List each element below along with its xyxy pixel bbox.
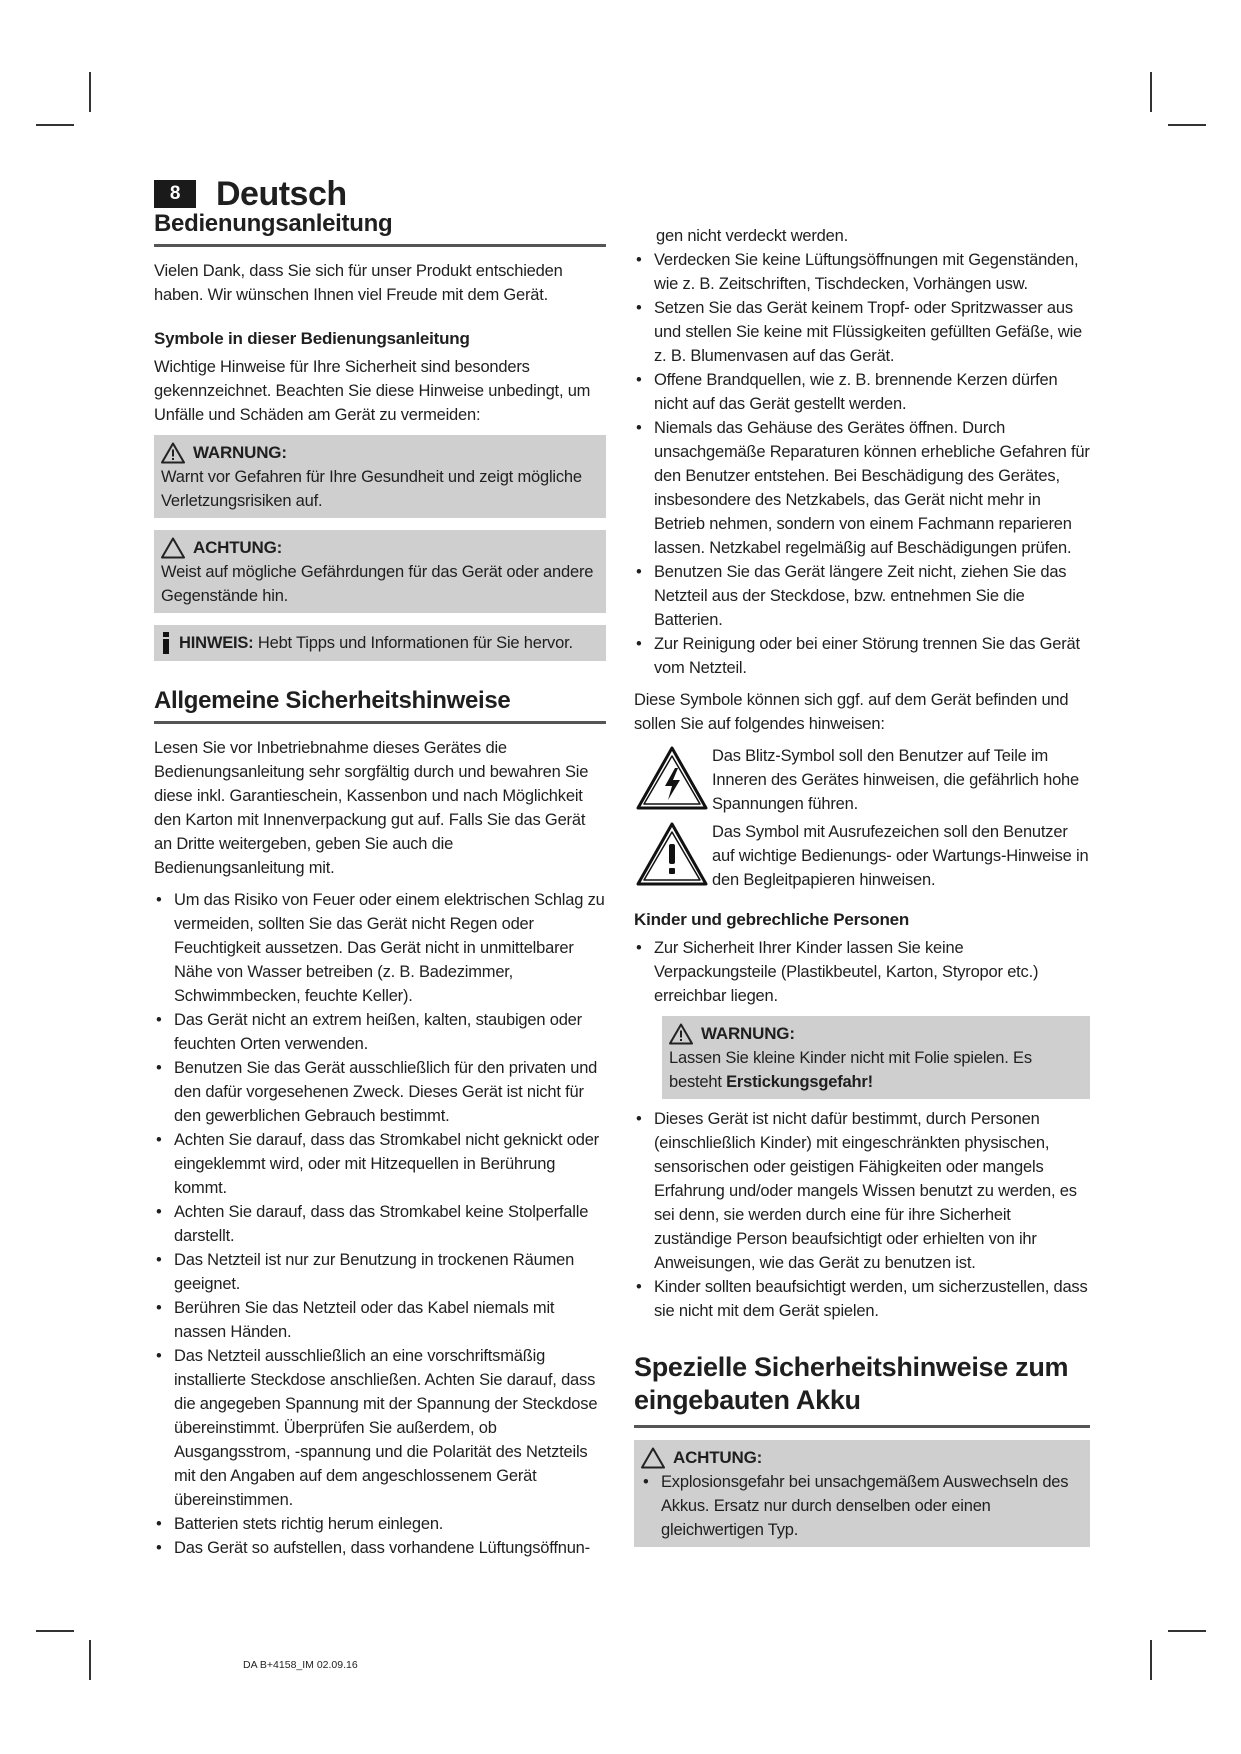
- lightning-warning-icon: [634, 744, 712, 812]
- exclamation-symbol-row: [634, 820, 1090, 892]
- general-safety-list: [154, 888, 606, 1560]
- device-symbols-intro: Diese Symbole können sich ggf. auf dem Gerät befinden und sollen Sie auf folgendes hinweisen:: [634, 691, 1069, 733]
- crop-mark: [1150, 1640, 1152, 1680]
- language-title: Deutsch: [216, 175, 347, 213]
- crop-mark: [1168, 124, 1206, 126]
- children-list: [634, 936, 1090, 1008]
- manual-title: Bedienungsanleitung: [154, 212, 606, 247]
- list-item: • Das Gerät so aufstellen, dass vorhandene Lüftungsöffnun-: [154, 1536, 606, 1560]
- caution-title: ACHTUNG:: [193, 538, 283, 557]
- footer-code: DA B+4158_IM 02.09.16: [243, 1659, 358, 1671]
- list-item: • Benutzen Sie das Gerät längere Zeit nicht, ziehen Sie das Netzteil aus der Steckdose, bzw. entnehmen Sie die Batterien.: [634, 560, 1090, 632]
- battery-heading: Spezielle Sicherheitshinweise zum eingebauten Akku: [634, 1351, 1090, 1428]
- crop-mark: [1168, 1630, 1206, 1632]
- caution-text: Weist auf mögliche Gefährdungen für das Gerät oder andere Gegenstände hin.: [161, 563, 594, 605]
- caution-triangle-icon: [161, 537, 185, 559]
- children-warning-box: [662, 1016, 1090, 1099]
- list-item: • Verdecken Sie keine Lüftungsöffnungen mit Gegenständen, wie z. B. Zeitschriften, Tischdecken, Vorhängen usw.: [634, 248, 1090, 296]
- crop-mark: [36, 1630, 74, 1632]
- info-icon: [161, 632, 171, 654]
- children-warning-text: Lassen Sie kleine Kinder nicht mit Folie spielen. Es besteht: [669, 1049, 1032, 1091]
- children-warning-title: WARNUNG:: [701, 1024, 795, 1043]
- intro-text: Vielen Dank, dass Sie sich für unser Produkt entschieden haben. Wir wünschen Ihnen viel Freude mit dem Gerät.: [154, 262, 563, 304]
- list-item: • Das Netzteil ist nur zur Benutzung in trockenen Räumen geeignet.: [154, 1248, 606, 1296]
- warning-text: Warnt vor Gefahren für Ihre Gesundheit und zeigt mögliche Verletzungsrisiken auf.: [161, 468, 582, 510]
- note-box: [154, 625, 606, 661]
- caution-triangle-icon: [641, 1447, 665, 1469]
- list-item: • Explosionsgefahr bei unsachgemäßem Auswechseln des Akkus. Ersatz nur durch denselben oder einen gleichwertigen Typ.: [641, 1470, 1083, 1542]
- exclamation-warning-icon: [634, 820, 712, 888]
- list-item: • Das Gerät nicht an extrem heißen, kalten, staubigen oder feuchten Orten verwenden.: [154, 1008, 606, 1056]
- warning-triangle-icon: [161, 442, 185, 464]
- list-item: • Achten Sie darauf, dass das Stromkabel nicht geknickt oder eingeklemmt wird, oder mit Hitzequellen in Berührung kommt.: [154, 1128, 606, 1200]
- list-continuation: gen nicht verdeckt werden.: [656, 227, 848, 245]
- list-item: • Berühren Sie das Netzteil oder das Kabel niemals mit nassen Händen.: [154, 1296, 606, 1344]
- symbols-text: Wichtige Hinweise für Ihre Sicherheit sind besonders gekennzeichnet. Beachten Sie diese Hinweise unbedingt, um Unfälle und Schäden am Gerät zu vermeiden:: [154, 358, 591, 424]
- children-warning-bold: Erstickungsgefahr!: [726, 1073, 873, 1091]
- caution-box: [154, 530, 606, 613]
- list-item: • Batterien stets richtig herum einlegen.: [154, 1512, 606, 1536]
- list-item: • Niemals das Gehäuse des Gerätes öffnen. Durch unsachgemäße Reparaturen können erhebliche Gefahren für den Benutzer entstehen. Bei Beschädigung des Gerätes, insbesondere des Netzkabels, das Gerät nicht mehr in Betrieb nehmen, sondern von einem Fachmann reparieren lassen. Netzkabel regelmäßig auf Beschädigungen prüfen.: [634, 416, 1090, 560]
- list-item: • Offene Brandquellen, wie z. B. brennende Kerzen dürfen nicht auf das Gerät gestellt werden.: [634, 368, 1090, 416]
- right-column: [634, 224, 1090, 1547]
- warning-triangle-icon: [669, 1023, 693, 1045]
- general-safety-heading: Allgemeine Sicherheitshinweise: [154, 689, 606, 724]
- general-safety-list-continued: [634, 248, 1090, 680]
- general-safety-intro: Lesen Sie vor Inbetriebnahme dieses Gerätes die Bedienungsanleitung sehr sorgfältig durch und bewahren Sie diese inkl. Garantieschein, Kassenbon und nach Möglichkeit den Karton mit Innenverpackung gut auf. Falls Sie das Gerät an Dritte weitergeben, geben Sie auch die Bedienungsanleitung mit.: [154, 739, 589, 877]
- exclamation-symbol-text: Das Symbol mit Ausrufezeichen soll den Benutzer auf wichtige Bedienungs- oder Wartungs-Hinweise in den Begleitpapieren hinweisen.: [712, 823, 1089, 889]
- left-column: [154, 175, 606, 1560]
- battery-caution-title: ACHTUNG:: [673, 1448, 763, 1467]
- list-item: • Kinder sollten beaufsichtigt werden, um sicherzustellen, dass sie nicht mit dem Gerät spielen.: [634, 1275, 1090, 1323]
- note-title: HINWEIS:: [179, 634, 254, 652]
- children-heading: Kinder und gebrechliche Personen: [634, 910, 910, 929]
- list-item: • Um das Risiko von Feuer oder einem elektrischen Schlag zu vermeiden, sollten Sie das Gerät nicht Regen oder Feuchtigkeit aussetzen. Das Gerät nicht in unmittelbarer Nähe von Wasser betreiben (z. B. Badezimmer, Schwimmbecken, feuchte Keller).: [154, 888, 606, 1008]
- list-item: • Zur Sicherheit Ihrer Kinder lassen Sie keine Verpackungsteile (Plastikbeutel, Karton, Styropor etc.) erreichbar liegen.: [634, 936, 1090, 1008]
- crop-mark: [36, 124, 74, 126]
- list-item: • Benutzen Sie das Gerät ausschließlich für den privaten und den dafür vorgesehenen Zweck. Dieses Gerät ist nicht für den gewerblichen Gebrauch bestimmt.: [154, 1056, 606, 1128]
- page-number: 8: [154, 180, 196, 208]
- symbols-heading: Symbole in dieser Bedienungsanleitung: [154, 329, 470, 348]
- crop-mark: [89, 72, 91, 112]
- crop-mark: [1150, 72, 1152, 112]
- warning-title: WARNUNG:: [193, 443, 287, 462]
- list-item: • Setzen Sie das Gerät keinem Tropf- oder Spritzwasser aus und stellen Sie keine mit Flüssigkeiten gefüllten Gefäße, wie z. B. Blumenvasen auf das Gerät.: [634, 296, 1090, 368]
- warning-box: [154, 435, 606, 518]
- lightning-symbol-text: Das Blitz-Symbol soll den Benutzer auf Teile im Inneren des Gerätes hinweisen, die gefährlich hohe Spannungen führen.: [712, 747, 1079, 813]
- note-text: Hebt Tipps und Informationen für Sie hervor.: [257, 634, 573, 652]
- list-item: • Achten Sie darauf, dass das Stromkabel keine Stolperfalle darstellt.: [154, 1200, 606, 1248]
- battery-caution-box: [634, 1440, 1090, 1547]
- crop-mark: [89, 1640, 91, 1680]
- children-list-2: [634, 1107, 1090, 1323]
- list-item: • Dieses Gerät ist nicht dafür bestimmt, durch Personen (einschließlich Kinder) mit eingeschränkten physischen, sensorischen oder geistigen Fähigkeiten oder mangels Erfahrung und/oder mangels Wissen benutzt zu werden, es sei denn, sie werden durch eine für ihre Sicherheit zuständige Person beaufsichtigt oder erhielten von ihr Anweisungen, wie das Gerät zu benutzen ist.: [634, 1107, 1090, 1275]
- list-item: • Zur Reinigung oder bei einer Störung trennen Sie das Gerät vom Netzteil.: [634, 632, 1090, 680]
- lightning-symbol-row: [634, 744, 1090, 816]
- list-item: • Das Netzteil ausschließlich an eine vorschriftsmäßig installierte Steckdose anschließen. Achten Sie darauf, dass die angegeben Spannung mit der Spannung der Steckdose übereinstimmt. Überprüfen Sie außerdem, ob Ausgangsstrom, -spannung und die Polarität des Netzteils mit den Angaben auf dem angeschlossenem Gerät übereinstimmen.: [154, 1344, 606, 1512]
- page-header: [154, 175, 606, 213]
